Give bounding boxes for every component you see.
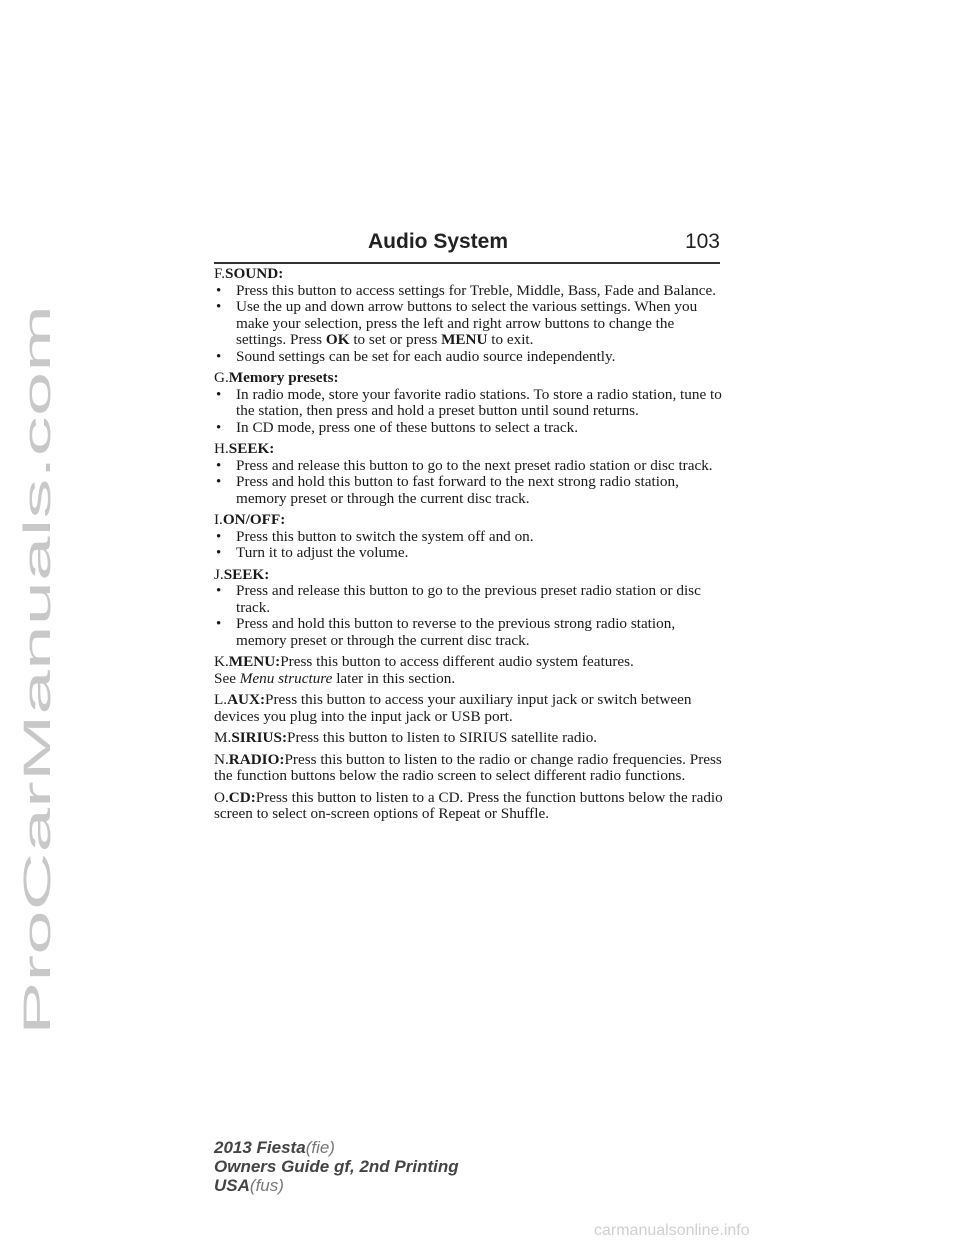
page-header [214,230,720,262]
bullet-dot-icon: • [216,474,222,490]
section-label: H. [214,440,229,457]
section-label: O. [214,788,229,806]
bullet-text: to exit. [487,331,534,348]
section-label: F. [214,265,226,282]
section-title: SEEK: [228,440,275,457]
footer-line-3: USA(fus) [214,1176,284,1195]
side-watermark [10,300,62,1040]
bullet-dot-icon: • [216,528,222,545]
bullet-list [214,529,724,562]
paragraph-text: Press this button to listen to the radio or change radio frequencies. Press the function buttons below the radio screen to select different radio functions. [214,750,722,784]
cross-reference: Menu structure [239,669,333,687]
section-heading [214,266,724,283]
bullet-text: Turn it to adjust the volume. [236,544,409,561]
paragraph [214,654,724,671]
bullet-dot-icon: • [216,583,222,599]
side-watermark-text: ProCarManuals.com [17,688,59,1035]
section-title: CD: [228,788,256,806]
paragraph-section [214,654,724,687]
bullet-item [214,349,724,366]
bullet-item [214,529,724,546]
paragraph-text: Press this button to listen to SIRIUS satellite radio. [287,729,598,746]
bullet-item [214,299,724,349]
paragraph [214,790,724,823]
footer-line-1: 2013 Fiesta(fie) [214,1138,335,1157]
section [214,512,724,562]
bullet-list [214,583,724,649]
paragraph-text: Press this button to access different audio system features. [280,653,634,670]
paragraph [214,692,724,725]
section [214,370,724,436]
paragraph-section [214,730,724,747]
header-rule [214,262,720,264]
bullet-text: In CD mode, press one of these buttons to select a track. [236,418,579,436]
bullet-text: Press this button to switch the system off and on. [236,527,534,545]
section [214,266,724,365]
section-title: SIRIUS: [231,729,288,746]
bullet-text: Press and hold this button to fast forward to the next strong radio station, memory preset or through the current disc track. [236,473,679,507]
bullet-text: Press this button to access settings for Treble, Middle, Bass, Fade and Balance. [236,281,717,299]
bullet-text: Press and release this button to go to the next preset radio station or disc track. [236,456,713,474]
bullet-dot-icon: • [216,457,222,474]
section-label: G. [214,369,229,386]
bullet-list [214,387,724,437]
bullet-item [214,458,724,475]
section-label: I. [214,511,223,528]
bottom-watermark: carmanualsonline.info [594,1222,750,1239]
bullet-item [214,474,724,507]
section-title: MENU: [228,653,281,670]
bullet-list [214,283,724,366]
section-heading [214,370,724,387]
section [214,441,724,507]
paragraph-section [214,752,724,785]
paragraph-sections [214,654,724,823]
page-content [214,266,724,828]
bullet-text: Use the up and down arrow buttons to select the various settings. When you make your selection, press the left and right arrow buttons to change the settings. Press [236,298,698,348]
bullet-dot-icon: • [216,299,222,315]
bullet-dot-icon: • [216,386,222,403]
paragraph [214,730,724,747]
bullet-text: Press and release this button to go to the previous preset radio station or disc track. [236,582,701,616]
see-suffix: later in this section. [332,669,456,687]
bold-term: MENU [441,331,488,348]
page-title: Audio System [368,230,509,253]
bullet-item [214,545,724,562]
bullet-dot-icon: • [216,616,222,632]
paragraph-see-also [214,671,724,688]
paragraph-section [214,692,724,725]
section-heading [214,512,724,529]
bullet-item [214,283,724,300]
bullet-text: to set or press [349,331,442,348]
bullet-text: In radio mode, store your favorite radio stations. To store a radio station, tune to the station, then press and hold a preset button until sound returns. [236,385,722,419]
paragraph-text: Press this button to access your auxiliary input jack or switch between devices you plug into the input jack or USB port. [214,691,692,725]
bullet-dot-icon: • [216,348,222,365]
page-number: 103 [684,230,720,253]
bullet-item [214,387,724,420]
bullet-item [214,616,724,649]
bullet-dot-icon: • [216,419,222,436]
section-label: K. [214,653,229,670]
section-title: SEEK: [223,565,270,583]
section-title: AUX: [227,691,266,708]
bullet-item [214,420,724,437]
bullet-list [214,458,724,508]
bullet-dot-icon: • [216,282,222,299]
section [214,567,724,650]
section-title: RADIO: [228,750,285,768]
bullet-text: Press and hold this button to reverse to the previous strong radio station, memory preset or through the current disc track. [236,615,676,649]
section-label: L. [214,691,228,708]
bullet-item [214,583,724,616]
footer-line-2: Owners Guide gf, 2nd Printing [214,1157,459,1176]
section-heading [214,441,724,458]
bullet-text: Sound settings can be set for each audio source independently. [236,347,616,365]
section-title: ON/OFF: [222,511,286,528]
paragraph-text: Press this button to listen to a CD. Press the function buttons below the radio screen to select on-screen options of Repeat or Shuffle. [214,788,723,822]
bold-term: OK [325,331,350,348]
section-title: SOUND: [225,265,284,282]
document-footer [214,1138,459,1195]
section-label: N. [214,750,229,768]
section-title: Memory presets: [228,369,339,386]
paragraph-section [214,790,724,823]
see-prefix: See [214,669,240,687]
paragraph [214,752,724,785]
section-label: J. [214,565,224,583]
section-heading [214,567,724,584]
bullet-sections [214,266,724,649]
section-label: M. [214,729,232,746]
bullet-dot-icon: • [216,545,222,561]
